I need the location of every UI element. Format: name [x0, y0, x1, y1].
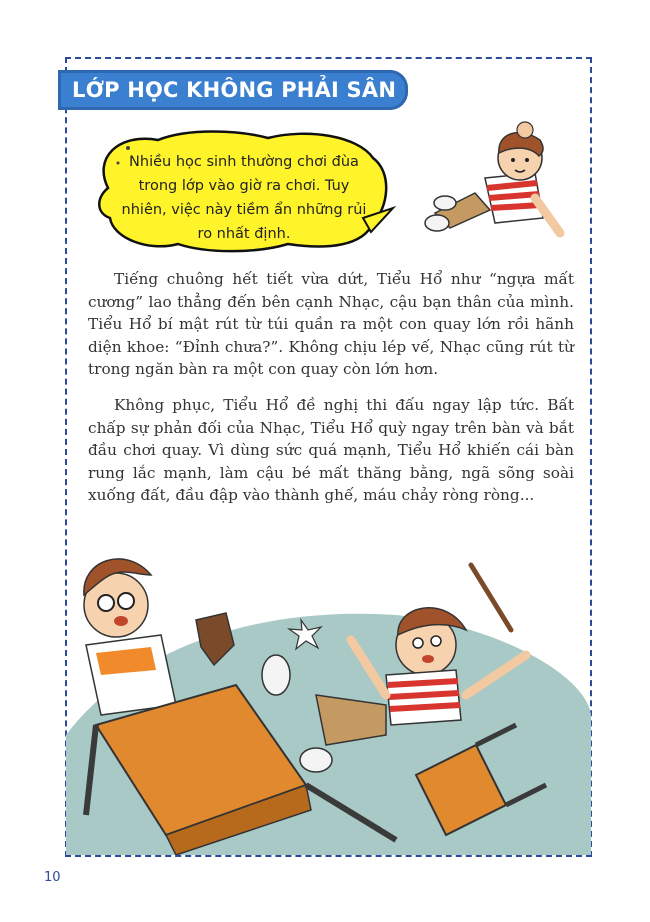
classroom-accident-illustration	[66, 535, 591, 855]
paragraph-2: Không phục, Tiểu Hổ đề nghị thi đấu ngay lập tức. Bất chấp sự phản đối của Nhạc, Tiểu Hổ quỳ ngay trên bàn và bắt đầu chơi quay. Vì dùng sức quá mạnh, Tiểu Hổ khiến cái bàn rung lắc mạnh, làm cậu bé mất thăng bằng, ngã sõng soài xuống đất, đầu đập vào thành ghế, máu chảy ròng ròng...	[88, 396, 574, 504]
paragraph-1: Tiếng chuông hết tiết vừa dứt, Tiểu Hổ như “ngựa mất cương” lao thẳng đến bên cạnh Nhạc, cậu bạn thân của mình. Tiểu Hổ bí mật rút từ túi quần ra một con quay lớn rồi hãnh diện khoe: “Đỉnh chưa?”. Không chịu lép vế, Nhạc cũng rút từ trong ngăn bàn ra một con quay còn lớn hơn.	[88, 270, 574, 378]
callout-text: Nhiều học sinh thường chơi đùa trong lớp vào giờ ra chơi. Tuy nhiên, việc này tiềm ẩn những rủi ro nhất định.	[121, 154, 367, 242]
boy-falling-illustration	[415, 118, 575, 248]
chapter-title: LỚP HỌC KHÔNG PHẢI SÂN CHƠI	[58, 70, 408, 110]
page-number: 10	[44, 870, 61, 885]
